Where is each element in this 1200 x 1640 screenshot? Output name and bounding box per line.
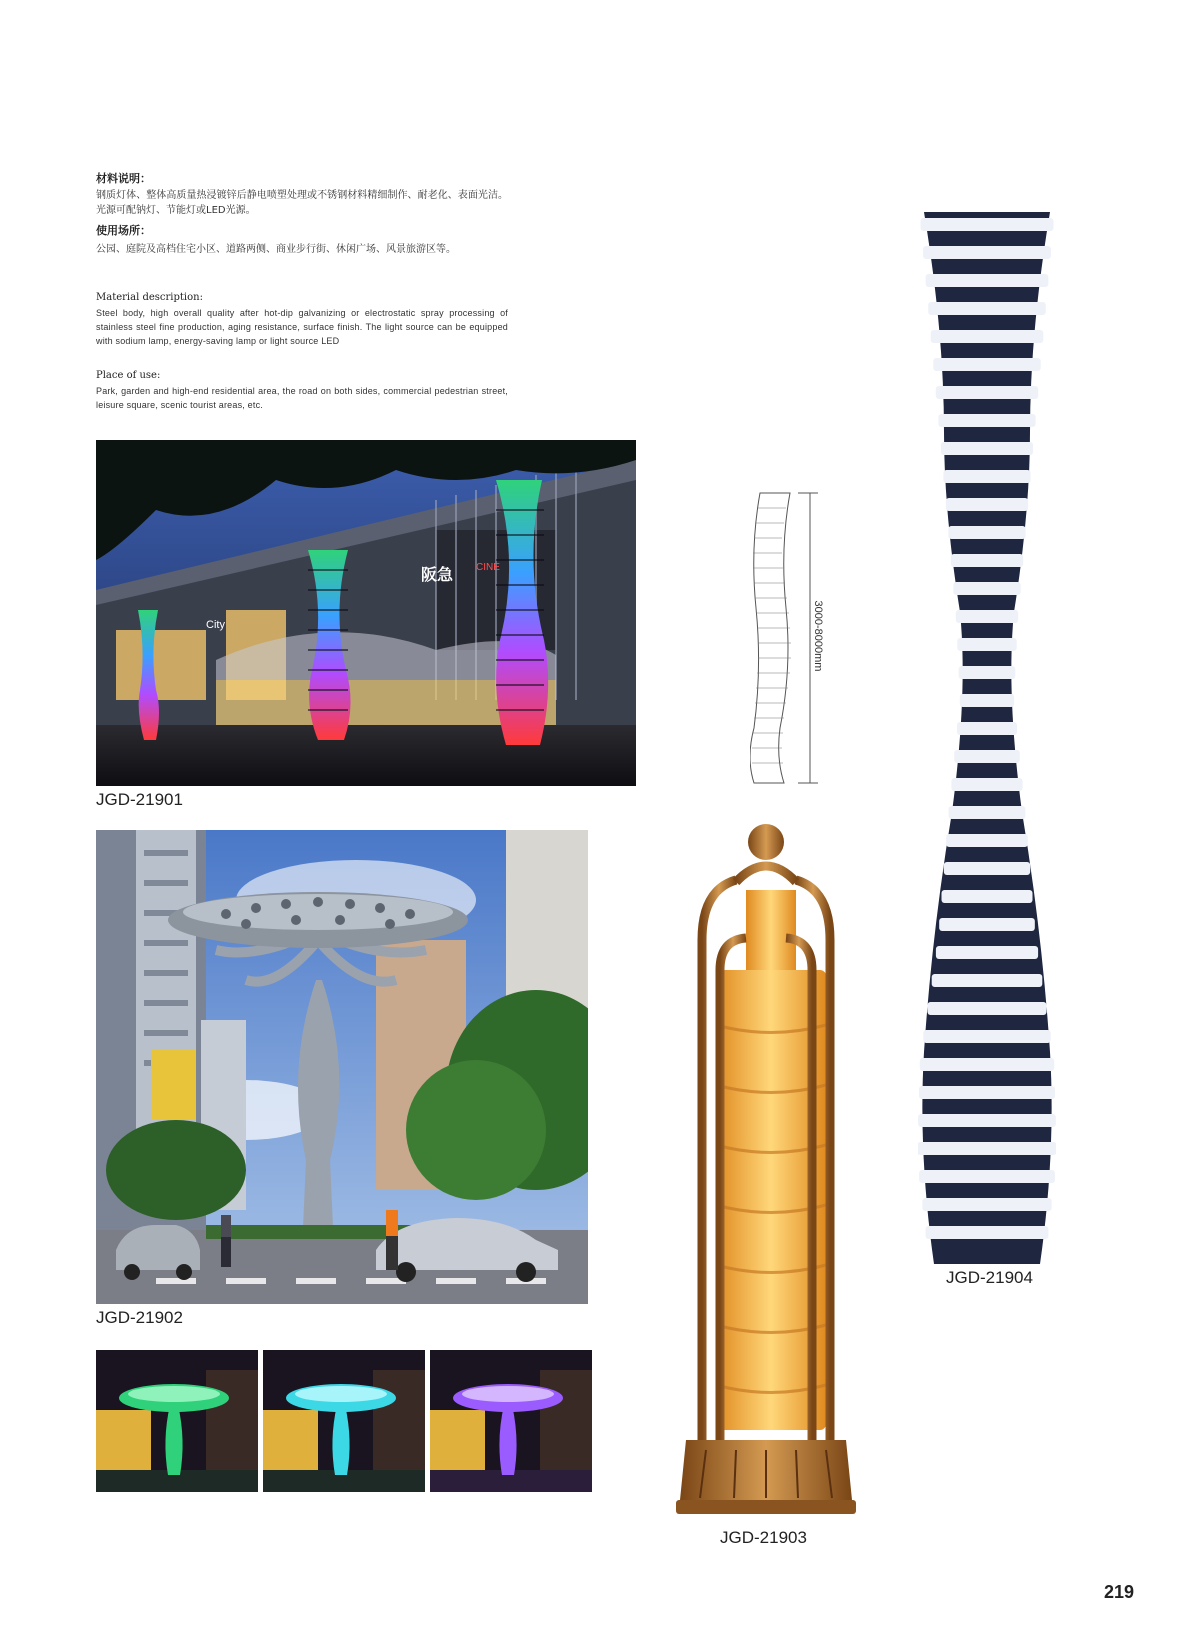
pillar-stripe	[928, 302, 1046, 315]
page-number: 219	[1104, 1582, 1135, 1602]
product-label-jgd-21904: JGD-21904	[946, 1268, 1033, 1287]
pillar-stripe	[923, 246, 1051, 259]
usage-heading-cn: 使用场所：	[96, 224, 151, 237]
pillar-stripe	[943, 470, 1030, 483]
pillar-stripe	[936, 386, 1038, 399]
pillar-stripe	[960, 694, 1014, 707]
pillar-stripe	[919, 1086, 1055, 1099]
pillar-stripe	[933, 358, 1040, 371]
product-photo-jgd-21902	[96, 830, 588, 1304]
dimension-label-wrapper	[788, 560, 848, 720]
mall-sign-cinema: CINE	[476, 562, 500, 573]
pillar-stripe	[931, 330, 1044, 343]
pillar-stripe	[942, 890, 1033, 903]
usage-body-en: Park, garden and high-end residential area, the road on both sides, commercial pedestrian street, leisure square, scenic tourist areas, etc.	[96, 386, 508, 410]
material-body-cn: 钢质灯体、整体高质量热浸镀锌后静电喷塑处理或不锈钢材料精细制作、耐老化、表面光洁。光源可配钠灯、节能灯或LED光源。	[96, 190, 508, 216]
pillar-stripe	[954, 750, 1020, 763]
product-label-jgd-21903: JGD-21903	[720, 1528, 807, 1547]
pillar-stripe	[957, 722, 1017, 735]
pillar-stripe	[941, 442, 1033, 455]
pillar-stripe	[932, 974, 1043, 987]
product-label-jgd-21902: JGD-21902	[96, 1308, 183, 1327]
pillar-stripe	[951, 778, 1022, 791]
pillar-stripe	[936, 946, 1038, 959]
pillar-stripe	[926, 274, 1049, 287]
pillar-stripe	[957, 638, 1016, 651]
pillar-stripe	[928, 1002, 1047, 1015]
pillar-stripe	[946, 498, 1028, 511]
pillar-stripe	[919, 1170, 1055, 1183]
pillar-stripe	[953, 582, 1020, 595]
pillar-stripe	[948, 526, 1025, 539]
mall-sign-brand: City	[206, 619, 225, 631]
pillar-stripe	[918, 1142, 1056, 1155]
pillar-stripe	[946, 834, 1028, 847]
material-heading-cn: 材料说明：	[96, 172, 151, 185]
product-photo-jgd-21901	[96, 440, 636, 786]
material-body-en: Steel body, high overall quality after hot-dip galvanizing or electrostatic spray processing of stainless steel fine production, aging resistance, surface finish. The light source can be equipped with sodium lamp, energy-saving lamp or light source LED	[96, 308, 508, 346]
night-thumbnail-cyan	[263, 1350, 425, 1492]
material-heading-en: Material description:	[96, 292, 203, 303]
pillar-stripe	[920, 1058, 1054, 1071]
night-thumbnail-green	[96, 1350, 258, 1492]
pillar-stripe	[922, 1198, 1051, 1211]
pillar-stripe	[938, 414, 1035, 427]
pillar-stripe	[944, 862, 1030, 875]
pillar-stripe	[923, 1030, 1050, 1043]
pillar-stripe	[956, 610, 1018, 623]
pillar-stripe	[951, 554, 1023, 567]
pillar-stripe	[939, 918, 1035, 931]
usage-heading-en: Place of use:	[96, 370, 161, 381]
pillar-stripe	[921, 218, 1054, 231]
pillar-stripe	[926, 1226, 1049, 1239]
mall-sign-store: 阪急	[421, 565, 454, 584]
night-thumbnail-purple	[430, 1350, 592, 1492]
product-label-jgd-21901: JGD-21901	[96, 790, 183, 809]
pillar-stripe	[918, 1114, 1056, 1127]
dimension-label: 3000-8000mm	[812, 600, 824, 672]
product-image-jgd-21903	[676, 820, 856, 1520]
pillar-stripe	[949, 806, 1026, 819]
usage-body-cn: 公园、庭院及高档住宅小区、道路两侧、商业步行街、休闲广场、风景旅游区等。	[96, 244, 456, 255]
pillar-stripe	[959, 666, 1016, 679]
product-image-jgd-21904	[918, 212, 1056, 1264]
